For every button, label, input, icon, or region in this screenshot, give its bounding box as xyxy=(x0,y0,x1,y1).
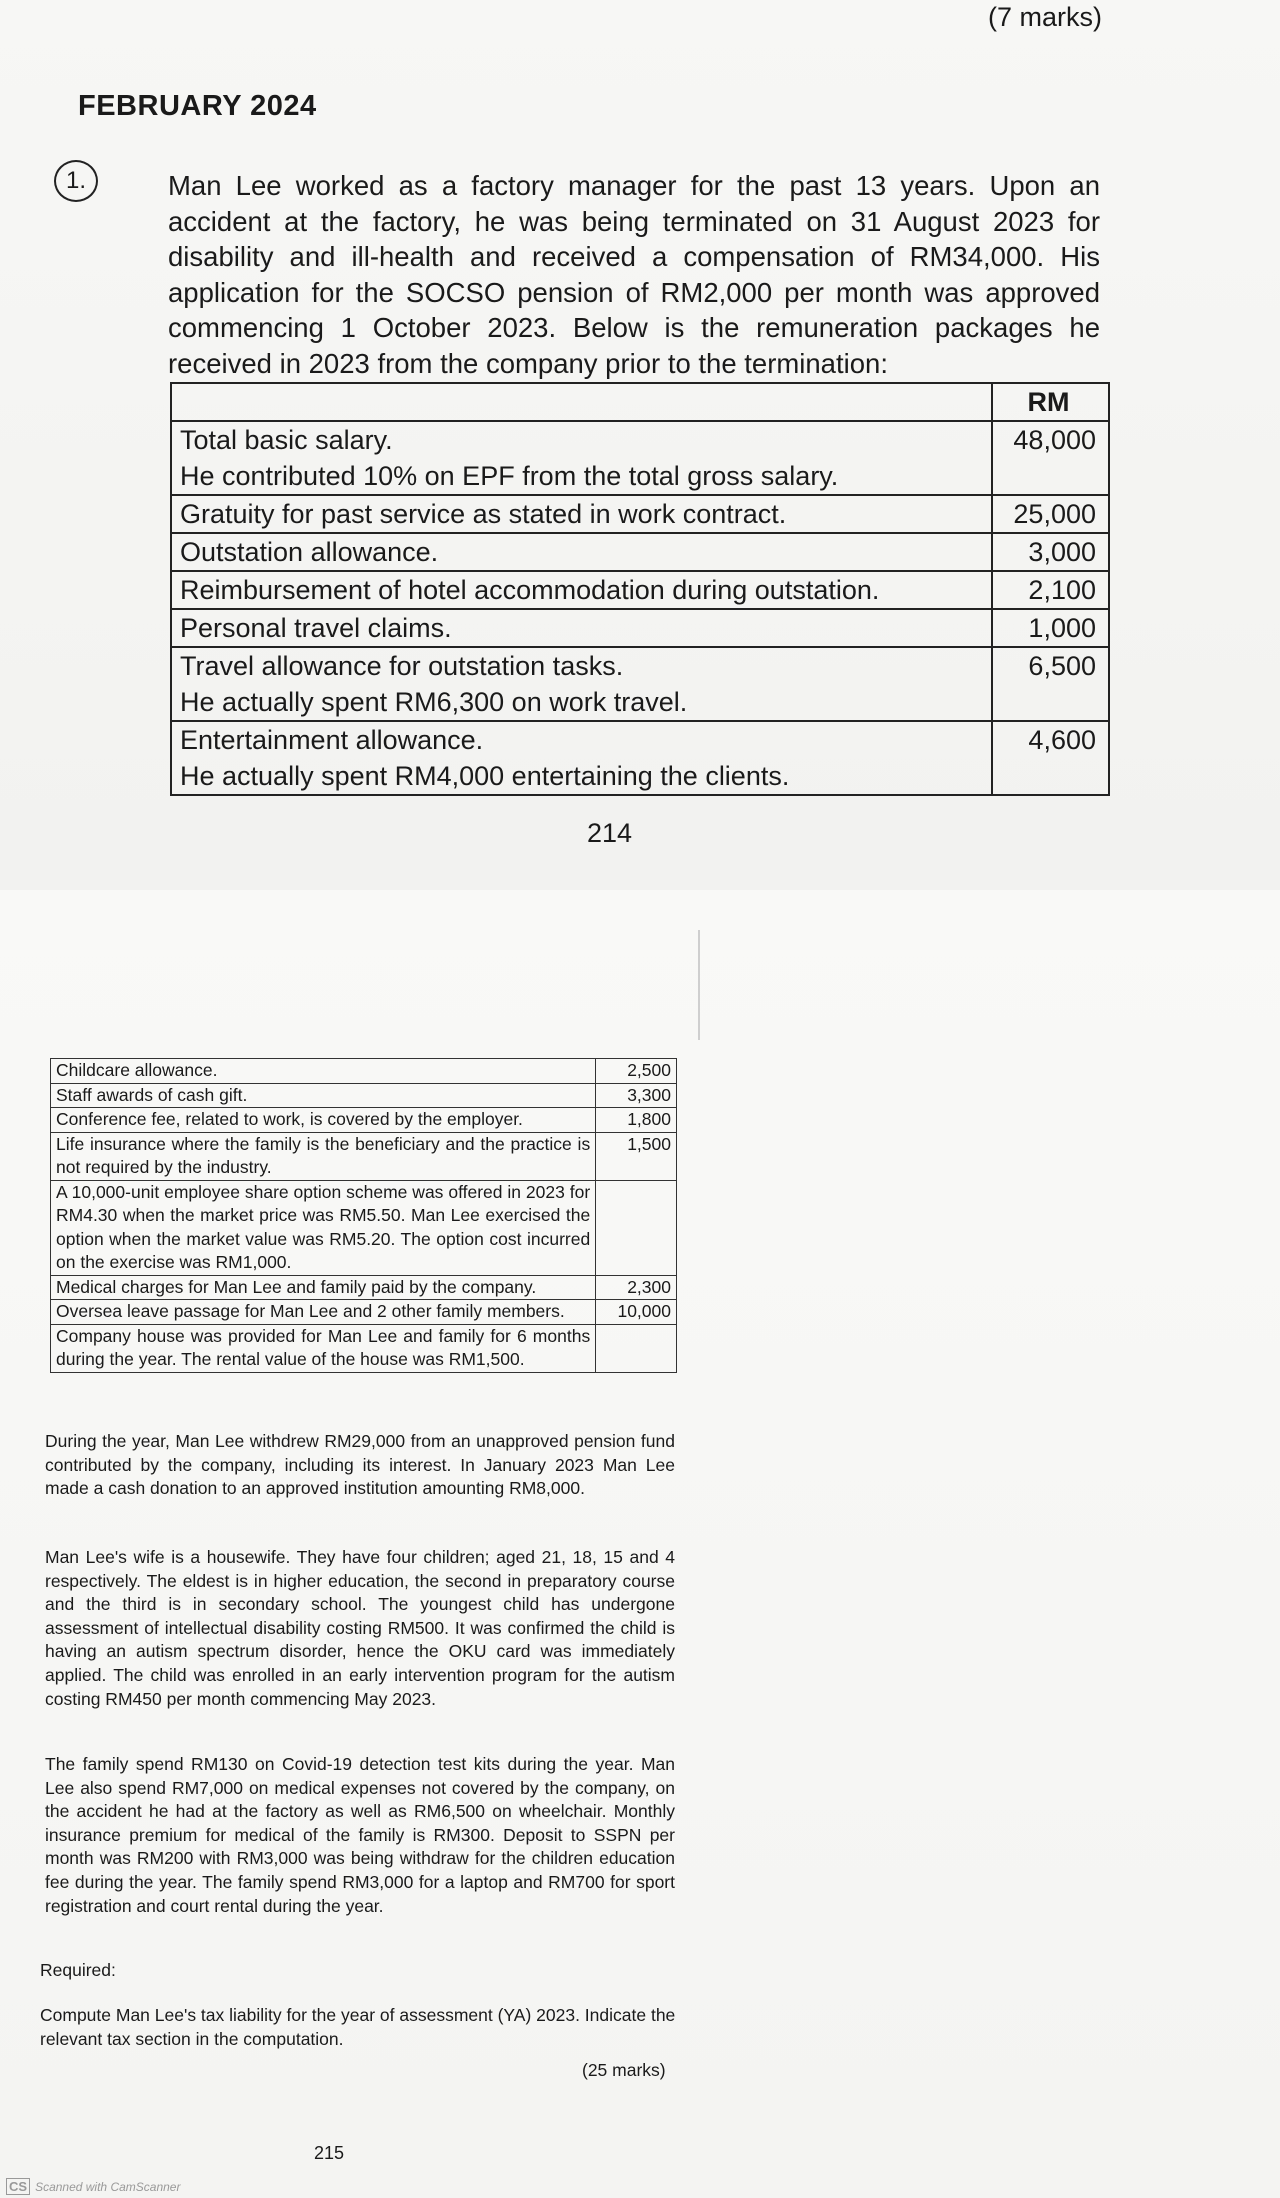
row-desc: Medical charges for Man Lee and family paid by the company. xyxy=(51,1275,596,1300)
row-desc xyxy=(171,721,992,795)
marks-label: (7 marks) xyxy=(988,2,1102,32)
row-line: Entertainment allowance. xyxy=(180,725,484,755)
row-desc: Staff awards of cash gift. xyxy=(51,1083,596,1108)
table-row xyxy=(171,721,1109,795)
row-line: He actually spent RM4,000 entertaining the clients. xyxy=(180,761,790,791)
benefits-table xyxy=(50,1058,677,1373)
row-desc: Reimbursement of hotel accommodation during outstation. xyxy=(171,571,992,609)
table-header-row xyxy=(171,383,1109,421)
paragraph-family: Man Lee's wife is a housewife. They have four children; aged 21, 18, 15 and 4 respectively. The eldest is in higher education, the second in preparatory course and the third is in secondary school. The youngest child has undergone assessment of intellectual disability costing RM500. It was confirmed the child is having an autism spectrum disorder, hence the OKU card was immediately applied. The child was enrolled in an early intervention program for the autism costing RM450 per month commencing May 2023. xyxy=(45,1547,675,1709)
row-amount: 3,000 xyxy=(992,533,1109,571)
row-amount: 25,000 xyxy=(992,495,1109,533)
section-title: FEBRUARY 2024 xyxy=(78,90,317,122)
page-edge-shadow xyxy=(698,930,700,1040)
header-rm: RM xyxy=(992,383,1109,421)
row-amount: 2,100 xyxy=(992,571,1109,609)
row-amount: 1,500 xyxy=(596,1132,677,1180)
scanner-watermark xyxy=(6,2178,180,2195)
row-line: Travel allowance for outstation tasks. xyxy=(180,651,624,681)
row-amount: 6,500 xyxy=(992,647,1109,721)
row-amount: 4,600 xyxy=(992,721,1109,795)
table-row xyxy=(51,1108,677,1133)
table-row xyxy=(171,647,1109,721)
paragraph-expenses: The family spend RM130 on Covid-19 detection test kits during the year. Man Lee also spend RM7,000 on medical expenses not covered by the company, on the accident he had at the factory as well as RM6,500 on wheelchair. Monthly insurance premium for medical of the family is RM300. Deposit to SSPN per month was RM200 with RM3,000 was being withdraw for the children education fee during the year. The family spend RM3,000 for a laptop and RM700 for sport registration and court rental during the year. xyxy=(45,1754,675,1916)
page-number: 215 xyxy=(314,2143,345,2163)
row-amount: 2,300 xyxy=(596,1275,677,1300)
row-line: Total basic salary. xyxy=(180,425,393,455)
row-amount: 2,500 xyxy=(596,1059,677,1084)
table-row xyxy=(171,495,1109,533)
table-row xyxy=(51,1180,677,1275)
table-row xyxy=(51,1275,677,1300)
table-row xyxy=(171,609,1109,647)
row-desc: Childcare allowance. xyxy=(51,1059,596,1084)
table-row xyxy=(51,1300,677,1325)
row-desc: Oversea leave passage for Man Lee and 2 other family members. xyxy=(51,1300,596,1325)
row-desc: Company house was provided for Man Lee and family for 6 months during the year. The rental value of the house was RM1,500. xyxy=(51,1324,596,1372)
row-line: He contributed 10% on EPF from the total gross salary. xyxy=(180,461,839,491)
row-desc: Conference fee, related to work, is covered by the employer. xyxy=(51,1108,596,1133)
table-row xyxy=(171,421,1109,495)
required-label: Required: xyxy=(40,1960,116,1980)
row-desc: Outstation allowance. xyxy=(171,533,992,571)
camscanner-logo-icon: CS xyxy=(6,2178,30,2195)
question-number-circled xyxy=(54,160,98,202)
row-amount: 1,800 xyxy=(596,1108,677,1133)
row-desc xyxy=(171,421,992,495)
row-desc: Personal travel claims. xyxy=(171,609,992,647)
table-row xyxy=(51,1059,677,1084)
page-number: 214 xyxy=(587,818,633,848)
row-amount xyxy=(596,1324,677,1372)
row-desc: Life insurance where the family is the beneficiary and the practice is not required by the industry. xyxy=(51,1132,596,1180)
row-desc xyxy=(171,647,992,721)
scanner-text: Scanned with CamScanner xyxy=(35,2179,181,2194)
table-row xyxy=(171,533,1109,571)
table-row xyxy=(51,1132,677,1180)
row-desc: Gratuity for past service as stated in work contract. xyxy=(171,495,992,533)
required-text: Compute Man Lee's tax liability for the year of assessment (YA) 2023. Indicate the relevant tax section in the computation. xyxy=(40,2005,676,2049)
row-desc: A 10,000-unit employee share option scheme was offered in 2023 for RM4.30 when the market price was RM5.50. Man Lee exercised the option when the market value was RM5.20. The option cost incurred on the exercise was RM1,000. xyxy=(51,1180,596,1275)
row-amount: 1,000 xyxy=(992,609,1109,647)
header-blank xyxy=(171,383,992,421)
row-line: He actually spent RM6,300 on work travel. xyxy=(180,687,688,717)
marks-label: (25 marks) xyxy=(582,2060,666,2080)
table-row xyxy=(171,571,1109,609)
question-intro: Man Lee worked as a factory manager for the past 13 years. Upon an accident at the factory, he was being terminated on 31 August 2023 for disability and ill-health and received a compensation of RM34,000. His application for the SOCSO pension of RM2,000 per month was approved commencing 1 October 2023. Below is the remuneration packages he received in 2023 from the company prior to the termination: xyxy=(168,170,1100,379)
row-amount: 10,000 xyxy=(596,1300,677,1325)
table-row xyxy=(51,1324,677,1372)
page-214 xyxy=(0,0,1280,890)
paragraph-pension: During the year, Man Lee withdrew RM29,000 from an unapproved pension fund contributed by the company, including its interest. In January 2023 Man Lee made a cash donation to an approved institution amounting RM8,000. xyxy=(45,1431,675,1499)
question-number: 1. xyxy=(65,167,86,194)
row-amount xyxy=(596,1180,677,1275)
row-amount: 3,300 xyxy=(596,1083,677,1108)
row-amount: 48,000 xyxy=(992,421,1109,495)
remuneration-table xyxy=(170,382,1110,796)
table-row xyxy=(51,1083,677,1108)
